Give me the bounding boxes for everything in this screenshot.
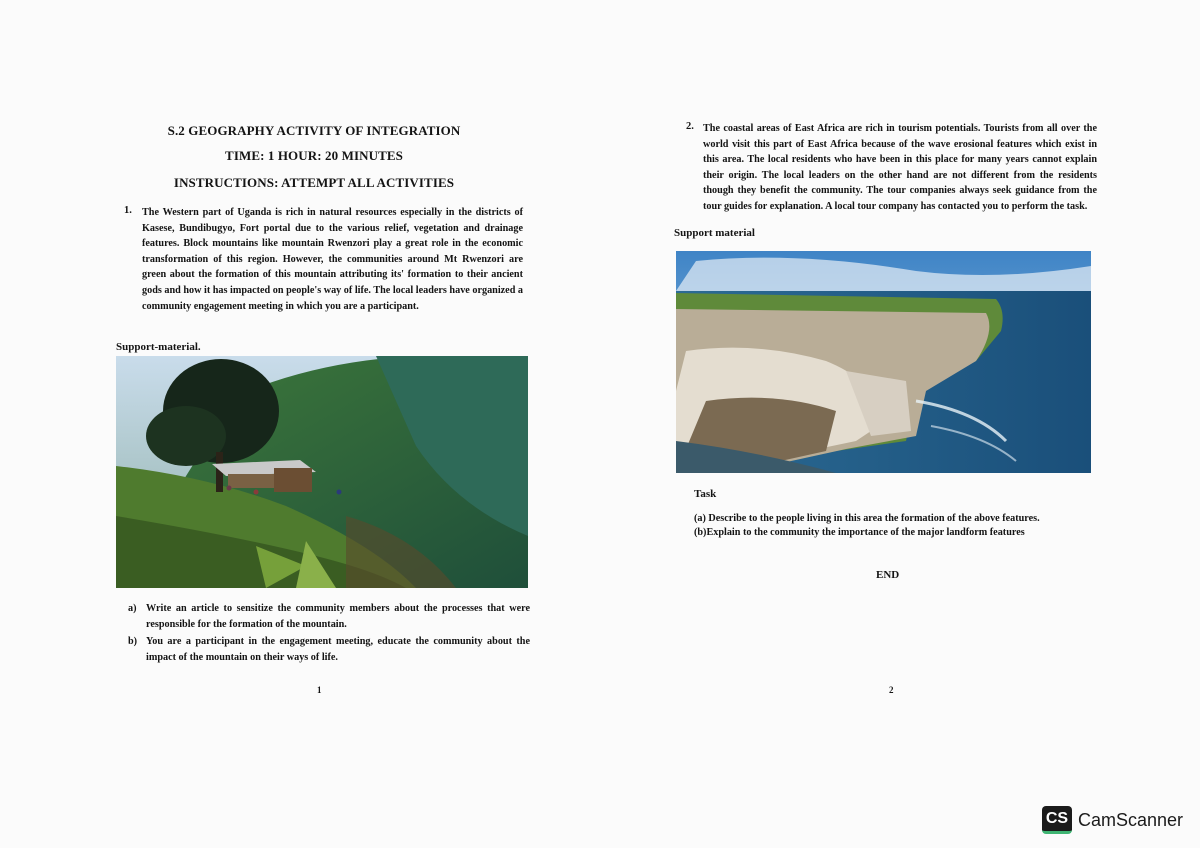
document-title: S.2 GEOGRAPHY ACTIVITY OF INTEGRATION (167, 123, 461, 138)
question-1-text: The Western part of Uganda is rich in natural resources especially in the districts of Kasese, Bundibugyo, Fort portal due to the various relief, vegetation and drainage features. Block mountains like mountain Rwenzori play a great role in the economic transformation of this region. However, the communities around Mt Rwenzori are green about the formation of this mountain attributing its' formation to their ancient gods and how it has impacted on people's way of life. The local leaders have organized a community engagement meeting in which you are a participant. (142, 207, 524, 312)
question-1-tasks (116, 601, 530, 667)
question-2-text: The coastal areas of East Africa are rich in tourism potentials. Tourists from all over the world visit this part of East Africa because of the wave erosional features which exist in this area. The local residents who have been in this place for many years cannot explain their origin. The local leaders on the other hand are not different from the residents though they benefit the community. The tour companies always seek guidance from the tour guides for explanation. A local tour company has contacted you to perform the task. (703, 123, 1097, 212)
task-item (116, 634, 530, 665)
camscanner-label: CamScanner (1078, 809, 1184, 830)
page-number: 1 (317, 685, 322, 695)
task-marker: b) (128, 636, 138, 647)
question-2-number: 2. (686, 121, 694, 132)
task-marker: a) (128, 603, 137, 614)
page-number: 2 (889, 685, 894, 695)
task-text: You are a participant in the engagement meeting, educate the community about the impact of the mountain on their ways of life. (146, 636, 530, 663)
instructions: INSTRUCTIONS: ATTEMPT ALL ACTIVITIES (173, 175, 455, 190)
task-item: (b)Explain to the community the importance of the major landform features (694, 527, 1025, 538)
end-label: END (876, 569, 900, 581)
task-item (116, 601, 530, 632)
camscanner-logo-icon: CS (1042, 806, 1072, 834)
time-allowed: TIME: 1 HOUR: 20 MINUTES (225, 148, 403, 163)
task-label: Task (694, 488, 717, 500)
page-2 (600, 0, 1200, 848)
support-material-label: Support-material. (116, 341, 201, 353)
coastal-cliffs-photo (676, 251, 1091, 473)
support-material-label: Support material (674, 227, 755, 239)
task-item: (a) Describe to the people living in this area the formation of the above features. (694, 513, 1040, 524)
task-text: Write an article to sensitize the community members about the processes that were responsible for the formation of the mountain. (146, 603, 530, 630)
mountain-village-photo (116, 356, 528, 588)
camscanner-watermark (1042, 806, 1183, 834)
question-1-number: 1. (124, 205, 132, 216)
